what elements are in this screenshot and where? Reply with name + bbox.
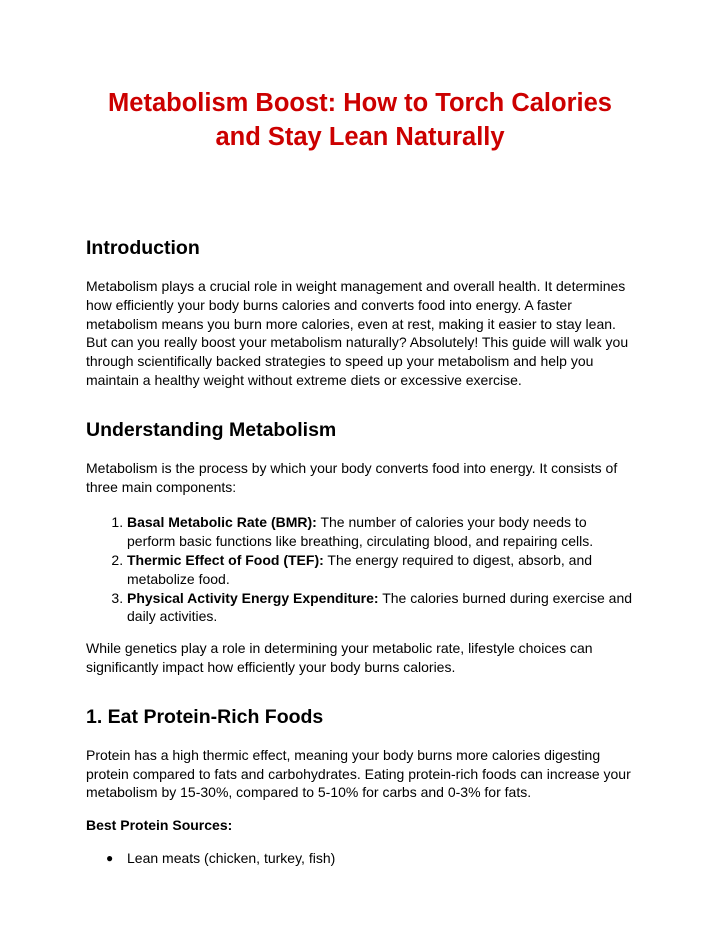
heading-introduction: Introduction	[86, 237, 200, 259]
list-item	[127, 551, 634, 589]
understanding-closing-paragraph: While genetics play a role in determining your metabolic rate, lifestyle choices can significantly impact how efficiently your body burns calories.	[86, 640, 593, 675]
list-item-text: The energy required to digest, absorb, and metabolize food.	[127, 551, 593, 587]
list-item-text: The number of calories your body needs to perform basic functions like breathing, circulating blood, and repairing cells.	[127, 514, 594, 550]
subheading-best-protein-sources: Best Protein Sources:	[86, 817, 233, 834]
list-item-text: Lean meats (chicken, turkey, fish)	[127, 849, 336, 866]
understanding-paragraph: Metabolism is the process by which your body converts food into energy. It consists of three main components:	[86, 459, 618, 495]
protein-sources-list	[86, 849, 634, 868]
heading-protein-rich-foods: 1. Eat Protein-Rich Foods	[86, 705, 324, 728]
list-item	[127, 513, 634, 551]
list-item	[106, 849, 634, 868]
list-item-term: Thermic Effect of Food (TEF):	[127, 551, 324, 568]
document-title: Metabolism Boost: How to Torch Calories and Stay Lean Naturally	[108, 89, 612, 151]
heading-understanding-metabolism: Understanding Metabolism	[86, 418, 337, 441]
protein-paragraph: Protein has a high thermic effect, meaning your body burns more calories digesting protein compared to fats and carbohydrates. Eating protein-rich foods can increase your metabolism by 15-30%, compared to 5-10% for carbs and 0-3% for fats.	[86, 746, 631, 801]
introduction-paragraph: Metabolism plays a crucial role in weight management and overall health. It determines how efficiently your body burns calories and converts food into energy. A faster metabolism means you burn more calories, even at rest, making it easier to stay lean. But can you really boost your metabolism naturally? Absolutely! This guide will walk you through scientifically backed strategies to speed up your metabolism and help you maintain a healthy weight without extreme diets or excessive exercise.	[86, 278, 629, 388]
bullet-icon: ●	[106, 850, 114, 865]
metabolism-components-list	[86, 513, 634, 626]
list-item-term: Physical Activity Energy Expenditure:	[127, 589, 379, 606]
list-item-term: Basal Metabolic Rate (BMR):	[127, 514, 317, 531]
list-item-text: The calories burned during exercise and daily activities.	[127, 589, 633, 625]
list-item	[127, 589, 634, 627]
